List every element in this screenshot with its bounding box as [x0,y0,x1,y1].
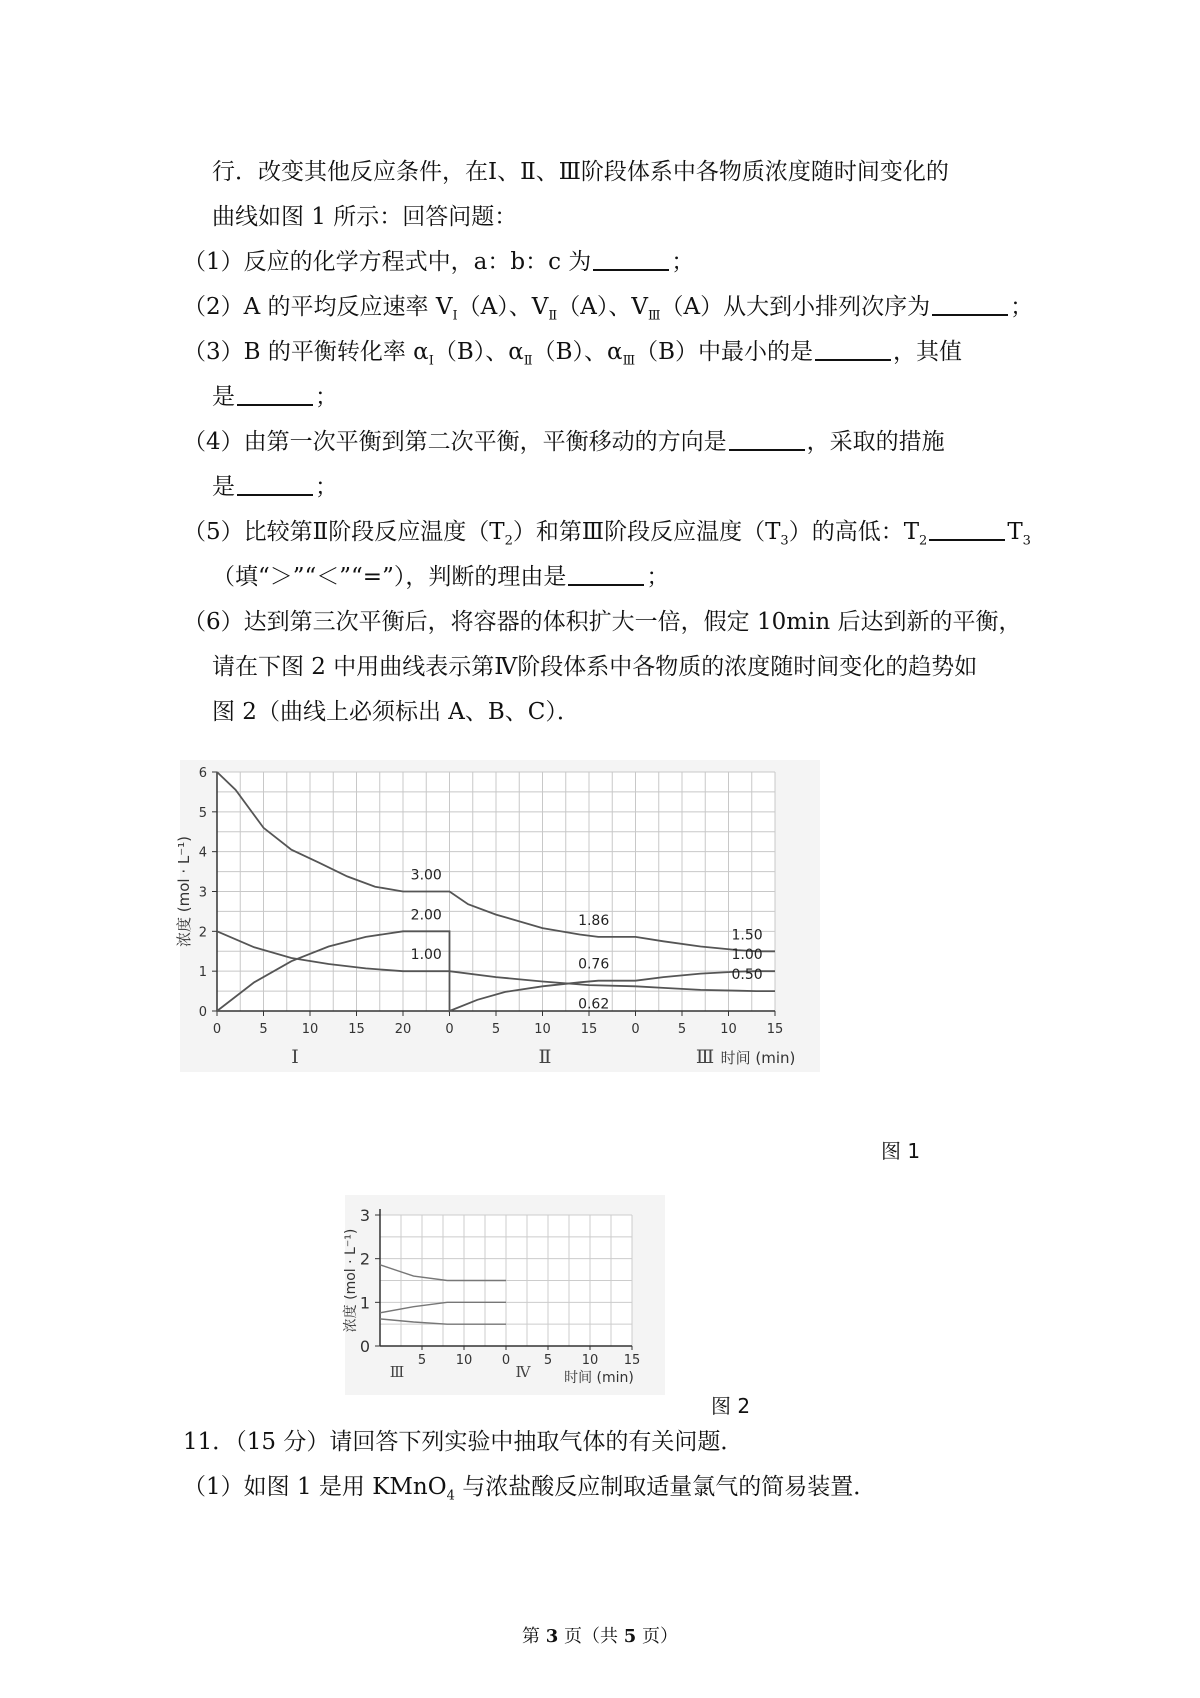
x-tick-label: 15 [766,1022,784,1037]
question-2-text: （A）从大到小排列次序为 [660,294,931,320]
punct: ； [646,564,670,590]
punct: ； [315,474,338,500]
figure-2-label: 图 2 [711,1394,751,1418]
question-2-text: （A）、V [457,294,549,320]
question-5-text: ）的高低：T [788,519,920,545]
question-3-text: （B）、α [433,339,524,365]
question-11-text: （1）如图 1 是用 KMnO [183,1474,447,1500]
subscript: Ⅰ [452,308,458,324]
question-4-text: 是 [212,474,235,500]
stage-label: Ⅲ [389,1363,405,1381]
stage-label: Ⅲ [695,1046,715,1068]
x-tick-label: 5 [543,1353,553,1368]
subscript: 4 [446,1488,455,1504]
question-5-text: （填“＞”“＜”“=”），判断的理由是 [212,564,567,590]
question-3-cont [212,382,338,412]
answer-blank [929,517,1005,541]
punct: ； [671,249,695,275]
footer-page: 3 [545,1626,559,1647]
y-tick-label: 1 [359,1293,370,1313]
question-3-text: （3）B 的平衡转化率 α [183,339,429,365]
x-tick-label: 0 [631,1022,640,1037]
question-5-cont [212,562,669,592]
question-5-text: ）和第Ⅲ阶段反应温度（T [512,519,781,545]
subscript: 2 [504,533,513,549]
question-11-text: 与浓盐酸反应制取适量氯气的简易装置． [454,1474,877,1500]
question-3-text: ，其值 [893,339,963,365]
data-label: 3.00 [410,867,442,884]
question-5-text: T [1007,519,1023,545]
question-11-1 [183,1472,876,1512]
y-tick-label: 3 [198,885,207,901]
data-label: 1.86 [578,912,610,929]
stage-label: Ⅰ [291,1046,299,1068]
intro-line-1: 行．改变其他反应条件，在Ⅰ、Ⅱ、Ⅲ阶段体系中各物质浓度随时间变化的 [212,159,949,185]
data-label: 1.00 [731,947,763,964]
y-tick-label: 5 [198,805,207,821]
data-label: 0.50 [731,967,763,984]
punct: ； [1010,294,1034,320]
question-4-text: ，采取的措施 [806,429,945,455]
y-axis-label: 浓度 (mol · L⁻¹) [343,1228,359,1333]
x-tick-label: 0 [445,1022,454,1037]
x-tick-label: 10 [455,1353,473,1368]
answer-blank [932,292,1008,316]
question-4 [183,427,945,457]
answer-blank [815,337,891,361]
question-11: 11．（15 分）请回答下列实验中抽取气体的有关问题． [183,1429,744,1455]
subscript: 3 [780,533,789,549]
footer-text: 页） [636,1626,678,1647]
y-tick-label: 2 [359,1249,370,1269]
y-tick-label: 2 [198,925,207,941]
question-2-text: （2）A 的平均反应速率 V [183,294,453,320]
question-6: （6）达到第三次平衡后，将容器的体积扩大一倍，假定 10min 后达到新的平衡， [183,609,1022,635]
x-tick-label: 0 [212,1022,222,1037]
x-tick-label: 15 [623,1353,641,1368]
question-6-cont: 请在下图 2 中用曲线表示第Ⅳ阶段体系中各物质的浓度随时间变化的趋势如 [212,654,978,680]
question-3-text: （B）中最小的是 [635,339,814,365]
figure-1-label: 图 1 [881,1139,921,1163]
question-5 [183,517,1031,557]
footer-text: 页（共 [558,1626,624,1647]
subscript: Ⅰ [428,353,434,369]
subscript: Ⅱ [523,353,533,369]
question-4-text: （4）由第一次平衡到第二次平衡，平衡移动的方向是 [183,429,727,455]
question-6-cont: 图 2（曲线上必须标出 A、B、C）． [212,699,580,725]
answer-blank [593,247,669,271]
answer-blank [729,427,805,451]
stage-label: Ⅱ [538,1046,552,1068]
answer-blank [568,562,644,586]
x-tick-label: 15 [348,1022,365,1037]
y-tick-label: 1 [198,965,207,981]
x-axis-label: 时间 (min) [720,1049,796,1067]
intro-line-2: 曲线如图 1 所示：回答问题： [212,204,518,230]
footer-total: 5 [623,1626,637,1647]
question-2-text: （A）、V [557,294,648,320]
y-tick-label: 0 [359,1337,370,1356]
x-tick-label: 10 [534,1022,551,1037]
x-tick-label: 10 [581,1353,599,1368]
x-tick-label: 0 [501,1353,511,1368]
data-label: 2.00 [410,907,442,924]
page-footer [0,1622,1200,1648]
x-tick-label: 5 [677,1022,687,1037]
y-tick-label: 0 [198,1005,207,1020]
answer-blank [237,472,313,496]
figure-2-chart [345,1195,715,1405]
stage-label: Ⅳ [515,1363,531,1381]
data-label: 1.00 [410,947,442,964]
x-tick-label: 5 [259,1022,268,1037]
y-axis-label: 浓度 (mol · L⁻¹) [175,835,193,948]
subscript: Ⅱ [548,308,558,324]
data-label: 0.76 [578,956,610,973]
question-2 [183,292,1033,332]
x-axis-label: 时间 (min) [564,1370,634,1386]
x-tick-label: 5 [491,1022,501,1037]
figure-1-chart [175,760,900,1180]
question-4-cont [212,472,338,502]
data-label: 0.62 [578,996,610,1013]
subscript: 2 [919,533,928,549]
y-tick-label: 6 [198,766,207,781]
question-1 [183,247,694,277]
x-tick-label: 5 [417,1353,427,1368]
y-tick-label: 4 [198,845,207,861]
footer-text: 第 [522,1626,546,1647]
punct: ； [315,384,338,410]
subscript: Ⅲ [622,353,636,369]
y-tick-label: 3 [359,1206,370,1225]
x-tick-label: 20 [394,1022,412,1037]
x-tick-label: 10 [301,1022,319,1037]
subscript: Ⅲ [647,308,661,324]
x-tick-label: 10 [720,1022,737,1037]
question-3 [183,337,962,377]
question-3-text: 是 [212,384,235,410]
answer-blank [237,382,313,406]
x-tick-label: 15 [580,1022,598,1037]
question-3-text: （B）、α [532,339,623,365]
subscript: 3 [1022,533,1031,549]
question-5-text: （5）比较第Ⅱ阶段反应温度（T [183,519,505,545]
data-label: 1.50 [731,927,763,944]
question-1-text: （1）反应的化学方程式中，a：b：c 为 [183,249,592,275]
